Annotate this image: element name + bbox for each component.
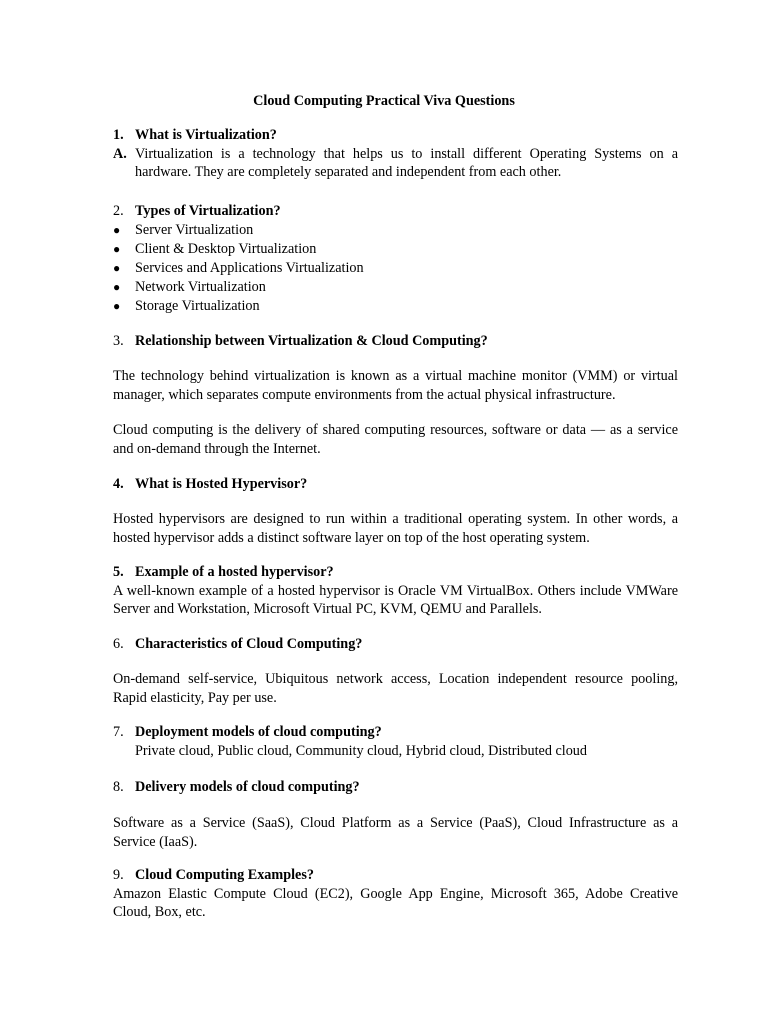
question-8-text: Delivery models of cloud computing? <box>135 779 360 795</box>
question-2 <box>113 202 678 316</box>
question-1-number: 1. <box>113 127 124 143</box>
question-7-heading <box>113 723 678 742</box>
question-1-heading <box>113 126 678 145</box>
question-5-heading <box>113 563 678 582</box>
question-9 <box>113 866 678 922</box>
bullet-icon: ● <box>113 260 121 275</box>
question-6 <box>113 635 678 654</box>
question-2-heading <box>113 202 678 221</box>
question-6-number: 6. <box>113 636 124 652</box>
answer-1 <box>113 145 678 182</box>
question-5 <box>113 563 678 619</box>
list-item: ● Network Virtualization <box>113 278 266 295</box>
answer-9-text: Amazon Elastic Compute Cloud (EC2), Google App Engine, Microsoft 365, Adobe Creative Cloud, Box, etc. <box>113 885 678 920</box>
question-3 <box>113 332 678 351</box>
question-2-text: Types of Virtualization? <box>135 203 281 219</box>
question-7-text: Deployment models of cloud computing? <box>135 724 382 740</box>
question-6-text: Characteristics of Cloud Computing? <box>135 636 363 652</box>
question-8-number: 8. <box>113 779 124 795</box>
question-2-number: 2. <box>113 203 124 219</box>
answer-8-text: Software as a Service (SaaS), Cloud Platform as a Service (PaaS), Cloud Infrastructure as a Service (IaaS). <box>113 815 678 850</box>
question-9-text: Cloud Computing Examples? <box>135 867 314 883</box>
question-3-text: Relationship between Virtualization & Cloud Computing? <box>135 333 488 349</box>
question-4-number: 4. <box>113 476 124 492</box>
question-6-heading <box>113 635 678 654</box>
list-item: ● Services and Applications Virtualization <box>113 259 364 276</box>
bullet-icon: ● <box>113 241 121 256</box>
list-item: ● Client & Desktop Virtualization <box>113 240 317 257</box>
question-7 <box>113 723 678 760</box>
question-5-text: Example of a hosted hypervisor? <box>135 564 334 580</box>
list-item: ● Server Virtualization <box>113 221 254 238</box>
question-4-heading <box>113 475 678 494</box>
answer-5-text: A well-known example of a hosted hypervisor is Oracle VM VirtualBox. Others include VMWare Server and Workstation, Microsoft Virtual PC, KVM, QEMU and Parallels. <box>113 582 678 617</box>
question-3-number: 3. <box>113 333 124 349</box>
answer-7-text: Private cloud, Public cloud, Community cloud, Hybrid cloud, Distributed cloud <box>135 742 587 759</box>
question-4 <box>113 475 678 494</box>
question-8-heading <box>113 778 678 797</box>
answer-3-paragraph-1: The technology behind virtualization is known as a virtual machine monitor (VMM) or virtual manager, which separates compute environments from the actual physical infrastructure. <box>113 368 678 403</box>
question-5-number: 5. <box>113 564 124 580</box>
virtualization-types-list <box>113 221 678 316</box>
answer-1-text: Virtualization is a technology that helps us to install different Operating Systems on a hardware. They are completely separated and independent from each other. <box>135 145 678 180</box>
question-3-heading <box>113 332 678 351</box>
question-9-number: 9. <box>113 867 124 883</box>
answer-3-paragraph-2: Cloud computing is the delivery of shared computing resources, software or data — as a service and on-demand through the Internet. <box>113 422 678 457</box>
question-7-number: 7. <box>113 724 124 740</box>
bullet-icon: ● <box>113 298 121 313</box>
question-1 <box>113 126 678 182</box>
question-4-text: What is Hosted Hypervisor? <box>135 476 308 492</box>
answer-4-text: Hosted hypervisors are designed to run within a traditional operating system. In other words, a hosted hypervisor adds a distinct software layer on top of the host operating system. <box>113 511 678 546</box>
question-1-text: What is Virtualization? <box>135 127 277 143</box>
answer-6-text: On-demand self-service, Ubiquitous network access, Location independent resource pooling, Rapid elasticity, Pay per use. <box>113 671 678 706</box>
page-title: Cloud Computing Practical Viva Questions <box>253 93 515 109</box>
answer-1-label: A. <box>113 145 127 162</box>
question-8 <box>113 778 678 797</box>
bullet-icon: ● <box>113 222 121 237</box>
question-9-heading <box>113 866 678 885</box>
bullet-icon: ● <box>113 279 121 294</box>
list-item: ● Storage Virtualization <box>113 297 260 314</box>
